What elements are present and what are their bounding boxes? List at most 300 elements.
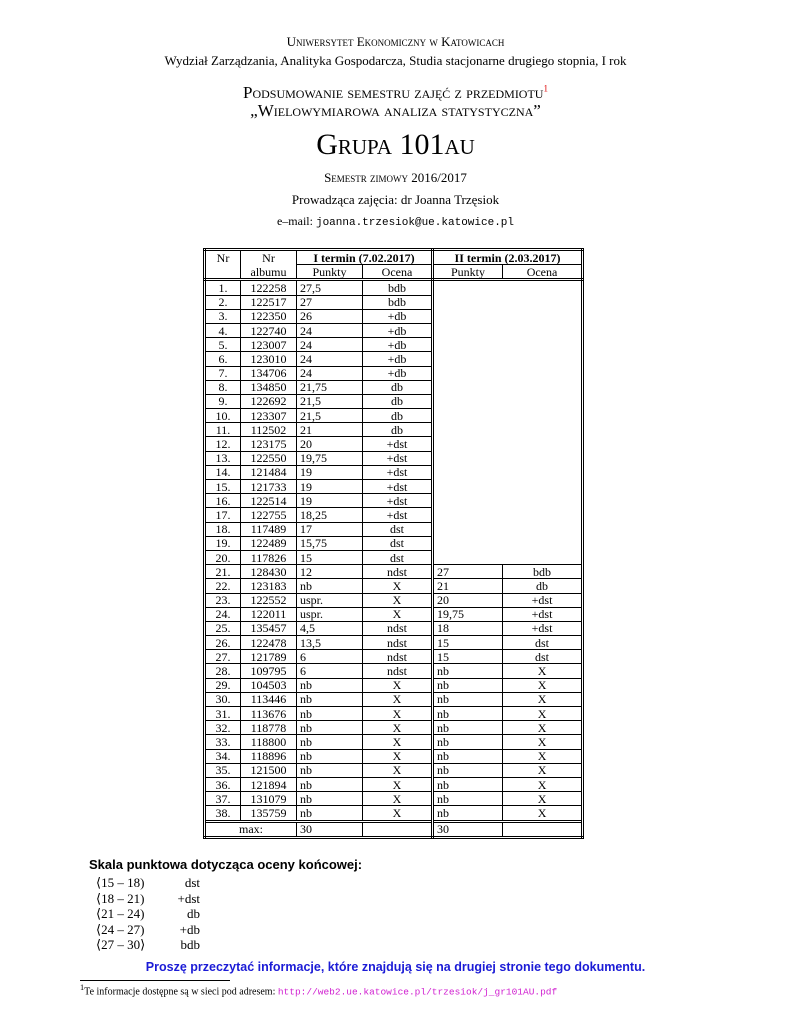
header-term-1: I termin (7.02.2017) bbox=[297, 250, 433, 265]
row-number: 22. bbox=[205, 579, 241, 593]
row-number: 37. bbox=[205, 792, 241, 806]
header-t2-points: Punkty bbox=[433, 265, 503, 280]
t1-points: nb bbox=[297, 763, 363, 777]
t2-points: 15 bbox=[433, 650, 503, 664]
album-number: 134706 bbox=[241, 366, 297, 380]
row-number: 33. bbox=[205, 735, 241, 749]
album-number: 122514 bbox=[241, 494, 297, 508]
row-number: 16. bbox=[205, 494, 241, 508]
email-line bbox=[0, 214, 791, 229]
t2-grade: X bbox=[503, 792, 583, 806]
scale-row bbox=[96, 937, 200, 953]
table-row bbox=[205, 508, 583, 522]
album-number: 122350 bbox=[241, 309, 297, 323]
t1-grade: +dst bbox=[363, 437, 433, 451]
t1-points: 27 bbox=[297, 295, 363, 309]
row-number: 17. bbox=[205, 508, 241, 522]
row-number: 23. bbox=[205, 593, 241, 607]
t1-points: 24 bbox=[297, 366, 363, 380]
t2-grade bbox=[503, 366, 583, 380]
t1-grade: ndst bbox=[363, 664, 433, 678]
t1-points: nb bbox=[297, 735, 363, 749]
header-album: Nr bbox=[241, 250, 297, 265]
t2-grade bbox=[503, 280, 583, 295]
t1-points: 26 bbox=[297, 309, 363, 323]
table-row bbox=[205, 593, 583, 607]
t1-points: 19,75 bbox=[297, 451, 363, 465]
t2-points: 20 bbox=[433, 593, 503, 607]
t2-points bbox=[433, 352, 503, 366]
footnote-mark: 1 bbox=[543, 83, 548, 94]
album-number: 118896 bbox=[241, 749, 297, 763]
t1-grade: db bbox=[363, 380, 433, 394]
table-row bbox=[205, 692, 583, 706]
t2-points: 27 bbox=[433, 565, 503, 579]
scale-row bbox=[96, 875, 200, 891]
t2-points bbox=[433, 423, 503, 437]
t1-points: 6 bbox=[297, 650, 363, 664]
album-number: 122489 bbox=[241, 536, 297, 550]
header-t2-grade: Ocena bbox=[503, 265, 583, 280]
footnote-number: 1 bbox=[80, 983, 85, 992]
t1-grade: +db bbox=[363, 309, 433, 323]
t2-points: nb bbox=[433, 721, 503, 735]
t2-grade: db bbox=[503, 579, 583, 593]
scale-row bbox=[96, 906, 200, 922]
table-row bbox=[205, 735, 583, 749]
scale-range: ⟨24 – 27) bbox=[96, 921, 145, 937]
row-number: 35. bbox=[205, 763, 241, 777]
t1-grade: X bbox=[363, 721, 433, 735]
row-number: 6. bbox=[205, 352, 241, 366]
t1-grade: ndst bbox=[363, 565, 433, 579]
table-row bbox=[205, 565, 583, 579]
table-row bbox=[205, 579, 583, 593]
t1-grade: +dst bbox=[363, 465, 433, 479]
t1-points: 24 bbox=[297, 338, 363, 352]
album-number: 123183 bbox=[241, 579, 297, 593]
t2-grade bbox=[503, 295, 583, 309]
t2-points bbox=[433, 451, 503, 465]
t2-points: nb bbox=[433, 678, 503, 692]
t1-grade: +db bbox=[363, 338, 433, 352]
max-label: max: bbox=[205, 821, 297, 837]
album-number: 135759 bbox=[241, 806, 297, 821]
t2-grade: X bbox=[503, 735, 583, 749]
t2-grade bbox=[503, 465, 583, 479]
row-number: 11. bbox=[205, 423, 241, 437]
t1-grade: X bbox=[363, 678, 433, 692]
course-title: „Wielowymiarowa analiza statystyczna” bbox=[250, 101, 541, 120]
t1-points: 15,75 bbox=[297, 536, 363, 550]
footnote-text: Te informacje dostępne są w sieci pod adresem: bbox=[84, 986, 276, 998]
table-header-row-1 bbox=[205, 250, 583, 265]
album-number: 123175 bbox=[241, 437, 297, 451]
t1-grade: +dst bbox=[363, 451, 433, 465]
t2-points bbox=[433, 366, 503, 380]
max-t2-points: 30 bbox=[433, 821, 503, 837]
row-number: 3. bbox=[205, 309, 241, 323]
album-number: 121789 bbox=[241, 650, 297, 664]
t2-grade: X bbox=[503, 721, 583, 735]
t1-grade: X bbox=[363, 777, 433, 791]
t1-grade: +db bbox=[363, 352, 433, 366]
t1-points: 13,5 bbox=[297, 636, 363, 650]
row-number: 14. bbox=[205, 465, 241, 479]
table-row bbox=[205, 409, 583, 423]
t1-grade: ndst bbox=[363, 621, 433, 635]
t1-points: 19 bbox=[297, 480, 363, 494]
album-number: 122011 bbox=[241, 607, 297, 621]
header-albumu: albumu bbox=[241, 265, 297, 280]
album-number: 113676 bbox=[241, 707, 297, 721]
notice: Proszę przeczytać informacje, które znajdują się na drugiej stronie tego dokumentu. bbox=[145, 960, 646, 974]
row-number: 34. bbox=[205, 749, 241, 763]
t2-points: nb bbox=[433, 777, 503, 791]
t2-points bbox=[433, 437, 503, 451]
t2-points: nb bbox=[433, 707, 503, 721]
t2-points bbox=[433, 480, 503, 494]
t1-grade: X bbox=[363, 579, 433, 593]
t2-points bbox=[433, 494, 503, 508]
table-row bbox=[205, 721, 583, 735]
t1-grade: +dst bbox=[363, 480, 433, 494]
t1-grade: +dst bbox=[363, 508, 433, 522]
table-row bbox=[205, 664, 583, 678]
t1-grade: dst bbox=[363, 550, 433, 564]
row-number: 28. bbox=[205, 664, 241, 678]
header-t1-grade: Ocena bbox=[363, 265, 433, 280]
t2-grade bbox=[503, 536, 583, 550]
album-number: 123307 bbox=[241, 409, 297, 423]
row-number: 36. bbox=[205, 777, 241, 791]
album-number: 121484 bbox=[241, 465, 297, 479]
scale-title: Skala punktowa dotycząca oceny końcowej: bbox=[89, 857, 363, 872]
t1-points: 27,5 bbox=[297, 280, 363, 295]
table-row bbox=[205, 309, 583, 323]
grading-scale bbox=[96, 875, 200, 953]
row-number: 30. bbox=[205, 692, 241, 706]
t1-points: uspr. bbox=[297, 607, 363, 621]
table-row bbox=[205, 678, 583, 692]
t1-points: nb bbox=[297, 678, 363, 692]
row-number: 20. bbox=[205, 550, 241, 564]
t2-grade bbox=[503, 494, 583, 508]
t1-points: nb bbox=[297, 777, 363, 791]
table-row bbox=[205, 749, 583, 763]
t1-grade: +dst bbox=[363, 494, 433, 508]
t1-grade: X bbox=[363, 806, 433, 821]
album-number: 122740 bbox=[241, 323, 297, 337]
row-number: 13. bbox=[205, 451, 241, 465]
album-number: 117826 bbox=[241, 550, 297, 564]
scale-grade: bdb bbox=[180, 937, 200, 952]
scale-range: ⟨15 – 18) bbox=[96, 875, 145, 890]
table-row bbox=[205, 480, 583, 494]
row-number: 1. bbox=[205, 280, 241, 295]
album-number: 122552 bbox=[241, 593, 297, 607]
t1-points: 19 bbox=[297, 465, 363, 479]
album-number: 135457 bbox=[241, 621, 297, 635]
table-row bbox=[205, 536, 583, 550]
row-number: 15. bbox=[205, 480, 241, 494]
table-row bbox=[205, 763, 583, 777]
t2-points: nb bbox=[433, 664, 503, 678]
t2-grade: X bbox=[503, 692, 583, 706]
row-number: 21. bbox=[205, 565, 241, 579]
table-row bbox=[205, 792, 583, 806]
t1-grade: bdb bbox=[363, 295, 433, 309]
scale-grade: db bbox=[187, 906, 200, 921]
t1-grade: bdb bbox=[363, 280, 433, 295]
table-row bbox=[205, 352, 583, 366]
t1-grade: X bbox=[363, 735, 433, 749]
t2-points: nb bbox=[433, 749, 503, 763]
t2-grade bbox=[503, 394, 583, 408]
t2-points bbox=[433, 522, 503, 536]
t1-grade: X bbox=[363, 707, 433, 721]
row-number: 19. bbox=[205, 536, 241, 550]
t2-grade bbox=[503, 323, 583, 337]
table-row bbox=[205, 494, 583, 508]
table-row bbox=[205, 777, 583, 791]
t2-grade bbox=[503, 451, 583, 465]
album-number: 109795 bbox=[241, 664, 297, 678]
t2-grade bbox=[503, 309, 583, 323]
t1-points: uspr. bbox=[297, 593, 363, 607]
t2-grade: X bbox=[503, 763, 583, 777]
t2-grade: X bbox=[503, 678, 583, 692]
scale-range: ⟨21 – 24) bbox=[96, 906, 145, 921]
t2-points bbox=[433, 409, 503, 423]
t1-grade: +db bbox=[363, 366, 433, 380]
album-number: 128430 bbox=[241, 565, 297, 579]
album-number: 112502 bbox=[241, 423, 297, 437]
t2-grade bbox=[503, 550, 583, 564]
t2-grade: bdb bbox=[503, 565, 583, 579]
t2-points: 21 bbox=[433, 579, 503, 593]
album-number: 118778 bbox=[241, 721, 297, 735]
t2-grade: dst bbox=[503, 650, 583, 664]
scale-row bbox=[96, 891, 200, 907]
table-row bbox=[205, 707, 583, 721]
table-row bbox=[205, 394, 583, 408]
album-number: 122258 bbox=[241, 280, 297, 295]
row-number: 8. bbox=[205, 380, 241, 394]
table-row bbox=[205, 621, 583, 635]
table-row bbox=[205, 423, 583, 437]
t1-points: nb bbox=[297, 721, 363, 735]
max-t1-points: 30 bbox=[297, 821, 363, 837]
t1-points: nb bbox=[297, 707, 363, 721]
table-row bbox=[205, 607, 583, 621]
max-row bbox=[205, 821, 583, 837]
t2-grade bbox=[503, 352, 583, 366]
row-number: 26. bbox=[205, 636, 241, 650]
album-number: 104503 bbox=[241, 678, 297, 692]
album-number: 131079 bbox=[241, 792, 297, 806]
table-row bbox=[205, 280, 583, 295]
t1-points: nb bbox=[297, 806, 363, 821]
t2-points: 19,75 bbox=[433, 607, 503, 621]
scale-grade: dst bbox=[184, 875, 200, 890]
table-row bbox=[205, 295, 583, 309]
table-row bbox=[205, 636, 583, 650]
t2-grade: X bbox=[503, 707, 583, 721]
t2-points: nb bbox=[433, 806, 503, 821]
t1-grade: dst bbox=[363, 536, 433, 550]
t2-grade: X bbox=[503, 749, 583, 763]
t1-points: nb bbox=[297, 792, 363, 806]
t2-points bbox=[433, 550, 503, 564]
t1-grade: db bbox=[363, 423, 433, 437]
t2-points: nb bbox=[433, 692, 503, 706]
t2-grade bbox=[503, 480, 583, 494]
t1-grade: X bbox=[363, 607, 433, 621]
t2-grade bbox=[503, 508, 583, 522]
t2-grade bbox=[503, 338, 583, 352]
table-row bbox=[205, 380, 583, 394]
t2-points bbox=[433, 394, 503, 408]
album-number: 113446 bbox=[241, 692, 297, 706]
album-number: 121733 bbox=[241, 480, 297, 494]
table-row bbox=[205, 465, 583, 479]
t1-grade: X bbox=[363, 593, 433, 607]
semester: Semestr zimowy 2016/2017 bbox=[324, 170, 467, 185]
scale-grade: +dst bbox=[177, 890, 200, 906]
t1-grade: ndst bbox=[363, 636, 433, 650]
row-number: 12. bbox=[205, 437, 241, 451]
row-number: 9. bbox=[205, 394, 241, 408]
table-row bbox=[205, 550, 583, 564]
album-number: 122755 bbox=[241, 508, 297, 522]
header-term-2: II termin (2.03.2017) bbox=[433, 250, 583, 265]
grades-table bbox=[203, 248, 584, 839]
t1-points: nb bbox=[297, 579, 363, 593]
t2-points bbox=[433, 295, 503, 309]
header-t1-points: Punkty bbox=[297, 265, 363, 280]
table-row bbox=[205, 650, 583, 664]
t1-points: 4,5 bbox=[297, 621, 363, 635]
album-number: 121894 bbox=[241, 777, 297, 791]
t2-grade bbox=[503, 409, 583, 423]
t2-grade: X bbox=[503, 664, 583, 678]
table-row bbox=[205, 323, 583, 337]
footnote-url[interactable]: http://web2.ue.katowice.pl/trzesiok/j_gr101AU.pdf bbox=[277, 986, 558, 998]
album-number: 122550 bbox=[241, 451, 297, 465]
album-number: 123007 bbox=[241, 338, 297, 352]
t2-points bbox=[433, 309, 503, 323]
t1-points: 15 bbox=[297, 550, 363, 564]
album-number: 122692 bbox=[241, 394, 297, 408]
t2-grade: +dst bbox=[503, 621, 583, 635]
t2-grade: X bbox=[503, 777, 583, 791]
table-header-row-2 bbox=[205, 265, 583, 280]
album-number: 123010 bbox=[241, 352, 297, 366]
t2-grade bbox=[503, 423, 583, 437]
header-nr-blank bbox=[205, 265, 241, 280]
email-label: e–mail: bbox=[276, 214, 313, 228]
t2-points bbox=[433, 280, 503, 295]
row-number: 25. bbox=[205, 621, 241, 635]
t1-points: 20 bbox=[297, 437, 363, 451]
t2-points: nb bbox=[433, 763, 503, 777]
album-number: 134850 bbox=[241, 380, 297, 394]
row-number: 32. bbox=[205, 721, 241, 735]
album-number: 117489 bbox=[241, 522, 297, 536]
t2-grade bbox=[503, 437, 583, 451]
summary-line bbox=[0, 83, 791, 103]
scale-range: ⟨27 – 30⟩ bbox=[96, 937, 146, 952]
table-row bbox=[205, 451, 583, 465]
max-t1-grade bbox=[363, 821, 433, 837]
scale-grade: +db bbox=[179, 921, 200, 937]
t2-points bbox=[433, 465, 503, 479]
row-number: 18. bbox=[205, 522, 241, 536]
university-name: Uniwersytet Ekonomiczny w Katowicach bbox=[286, 34, 505, 49]
album-number: 122517 bbox=[241, 295, 297, 309]
t1-grade: X bbox=[363, 763, 433, 777]
faculty-line: Wydział Zarządzania, Analityka Gospodarcza, Studia stacjonarne drugiego stopnia, I rok bbox=[164, 53, 627, 68]
t2-points: 18 bbox=[433, 621, 503, 635]
row-number: 29. bbox=[205, 678, 241, 692]
t2-grade: X bbox=[503, 806, 583, 821]
footnote bbox=[80, 983, 557, 997]
t2-grade: +dst bbox=[503, 593, 583, 607]
t1-points: 24 bbox=[297, 352, 363, 366]
t1-points: nb bbox=[297, 749, 363, 763]
t2-points bbox=[433, 508, 503, 522]
t2-points bbox=[433, 338, 503, 352]
t1-grade: ndst bbox=[363, 650, 433, 664]
scale-range: ⟨18 – 21) bbox=[96, 890, 145, 906]
lecturer: Prowadząca zajęcia: dr Joanna Trzęsiok bbox=[291, 192, 500, 207]
table-row bbox=[205, 366, 583, 380]
t1-points: 21,5 bbox=[297, 409, 363, 423]
album-number: 118800 bbox=[241, 735, 297, 749]
row-number: 31. bbox=[205, 707, 241, 721]
t1-grade: X bbox=[363, 792, 433, 806]
t1-grade: dst bbox=[363, 522, 433, 536]
table-row bbox=[205, 338, 583, 352]
t1-points: 6 bbox=[297, 664, 363, 678]
t1-grade: db bbox=[363, 409, 433, 423]
t2-points: nb bbox=[433, 792, 503, 806]
group-title: Grupa 101au bbox=[316, 128, 475, 161]
t1-grade: X bbox=[363, 749, 433, 763]
footnote-divider bbox=[80, 980, 230, 981]
row-number: 38. bbox=[205, 806, 241, 821]
row-number: 7. bbox=[205, 366, 241, 380]
t1-points: 24 bbox=[297, 323, 363, 337]
t2-grade bbox=[503, 522, 583, 536]
t1-points: 17 bbox=[297, 522, 363, 536]
row-number: 27. bbox=[205, 650, 241, 664]
t1-points: nb bbox=[297, 692, 363, 706]
t2-points: 15 bbox=[433, 636, 503, 650]
t2-points bbox=[433, 536, 503, 550]
t1-points: 18,25 bbox=[297, 508, 363, 522]
row-number: 5. bbox=[205, 338, 241, 352]
table-row bbox=[205, 522, 583, 536]
t1-points: 21,5 bbox=[297, 394, 363, 408]
row-number: 10. bbox=[205, 409, 241, 423]
t1-grade: +db bbox=[363, 323, 433, 337]
row-number: 4. bbox=[205, 323, 241, 337]
row-number: 24. bbox=[205, 607, 241, 621]
t2-points bbox=[433, 323, 503, 337]
email-address[interactable]: joanna.trzesiok@ue.katowice.pl bbox=[315, 217, 515, 229]
